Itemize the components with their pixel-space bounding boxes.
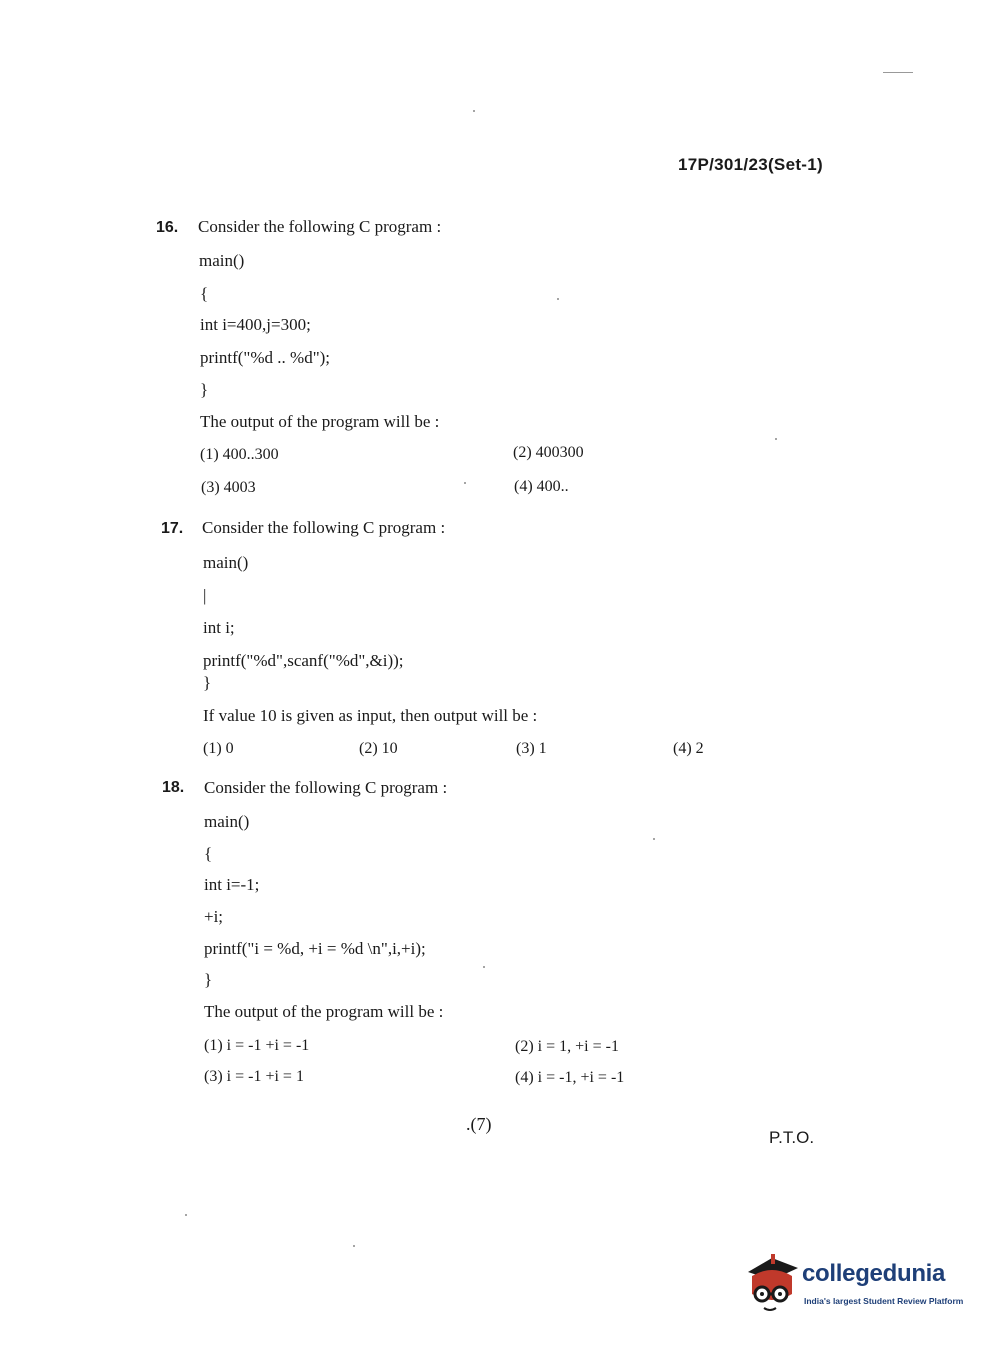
option-text: i = 1, +i = -1 (537, 1038, 619, 1055)
scan-speck (653, 838, 655, 840)
question-number: 18. (162, 779, 185, 796)
option-text: 10 (381, 740, 398, 757)
scan-speck (557, 298, 559, 300)
top-edge-line (883, 72, 913, 73)
option-text: 400..300 (222, 446, 279, 463)
option (673, 740, 704, 758)
option-text: i = -1 +i = 1 (226, 1068, 304, 1085)
brand-tagline: India's largest Student Review Platform (804, 1296, 964, 1306)
option-text: 400300 (535, 444, 584, 461)
question-stem: Consider the following C program : (198, 217, 442, 236)
option-label: (4) (514, 478, 533, 495)
code-line: +i; (204, 907, 224, 926)
option (515, 1069, 624, 1087)
option-label: (2) (515, 1038, 534, 1055)
code-line: printf("%d .. %d"); (200, 348, 331, 367)
code-line: { (200, 284, 209, 303)
option (203, 740, 234, 758)
option (513, 444, 584, 462)
option-text: i = -1 +i = -1 (226, 1037, 310, 1054)
option-text: i = -1, +i = -1 (537, 1069, 625, 1086)
pto-label: P.T.O. (769, 1128, 815, 1147)
code-line: } (203, 673, 212, 692)
option-text: 4003 (223, 479, 256, 496)
code-line: main() (204, 812, 250, 831)
code-line: printf("i = %d, +i = %d \n",i,+i); (204, 939, 426, 958)
option (514, 478, 569, 496)
page-number: .(7) (466, 1114, 492, 1134)
option (515, 1038, 619, 1056)
option-text: 1 (538, 740, 547, 757)
option-label: (3) (516, 740, 535, 757)
code-line: } (204, 970, 213, 989)
option-label: (1) (204, 1037, 223, 1054)
question-stem: Consider the following C program : (204, 778, 448, 797)
option-label: (4) (673, 740, 692, 757)
option-text: 2 (695, 740, 704, 757)
question-prompt: If value 10 is given as input, then output will be : (203, 706, 538, 725)
scan-speck (185, 1214, 187, 1216)
option-label: (3) (204, 1068, 223, 1085)
question-prompt: The output of the program will be : (204, 1002, 444, 1021)
code-line: | (203, 586, 207, 605)
code-line: main() (199, 251, 245, 270)
code-line: main() (203, 553, 249, 572)
option (516, 740, 547, 758)
scan-speck (473, 110, 475, 112)
scan-speck (775, 438, 777, 440)
option (204, 1037, 309, 1055)
code-line: { (204, 844, 213, 863)
code-line: int i; (203, 618, 235, 637)
option-label: (4) (515, 1069, 534, 1086)
scan-speck (353, 1245, 355, 1247)
option (201, 479, 256, 497)
code-line: } (200, 380, 209, 399)
option-text: 400.. (536, 478, 569, 495)
option-label: (1) (203, 740, 222, 757)
option (359, 740, 398, 758)
brand-name: collegedunia (802, 1260, 946, 1287)
scan-speck (464, 482, 466, 484)
option-label: (3) (201, 479, 220, 496)
option-label: (2) (513, 444, 532, 461)
question-prompt: The output of the program will be : (200, 412, 440, 431)
paper-code: 17P/301/23(Set-1) (678, 155, 823, 174)
option-label: (2) (359, 740, 378, 757)
code-line: printf("%d",scanf("%d",&i)); (203, 651, 404, 670)
question-number: 17. (161, 520, 184, 537)
code-line: int i=400,j=300; (200, 315, 311, 334)
option (200, 446, 279, 464)
scan-speck (483, 966, 485, 968)
question-stem: Consider the following C program : (202, 518, 446, 537)
option-label: (1) (200, 446, 219, 463)
option (204, 1068, 304, 1086)
option-text: 0 (225, 740, 234, 757)
code-line: int i=-1; (204, 875, 260, 894)
mascot-logo-icon (742, 1250, 802, 1314)
collegedunia-watermark (742, 1250, 972, 1314)
question-number: 16. (156, 219, 179, 236)
